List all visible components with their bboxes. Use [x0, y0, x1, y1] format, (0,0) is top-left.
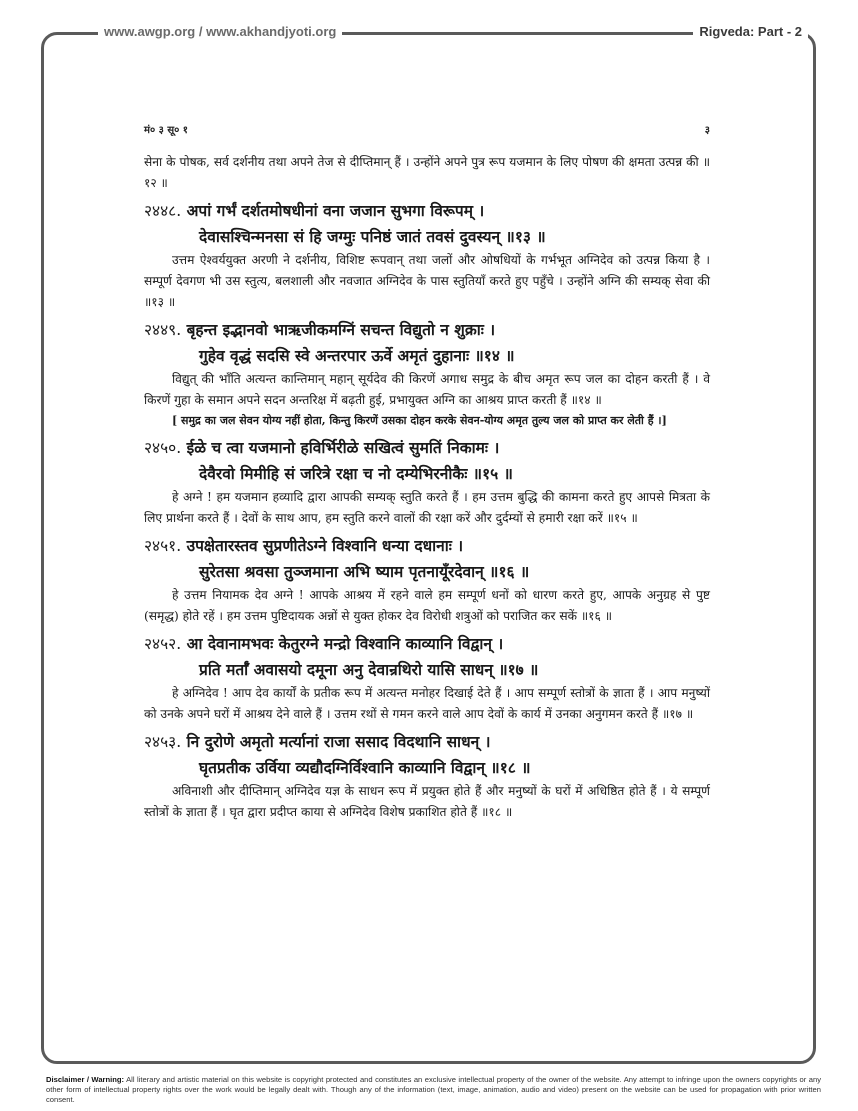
- verse-block: [144, 317, 710, 431]
- commentary-note: [ समुद्र का जल सेवन योग्य नहीं होता, किन्तु किरणें उसका दोहन करके सेवन-योग्य अमृत तुल्य जल को प्राप्त कर लेती हैं ।]: [172, 414, 667, 427]
- translation: हे अग्निदेव ! आप देव कार्यों के प्रतीक रूप में अत्यन्त मनोहर दिखाई देते हैं । आप सम्पूर्ण स्तोत्रों के ज्ञाता हैं । आप मनुष्यों को उनके अपने घरों में आश्रय देने वाले हैं । उत्तम रथों से गमन करने वाले आप देवों के कार्य में उनका अनुगमन करते हैं ॥१७ ॥: [144, 686, 710, 721]
- mantra-line-2: देवैरवो मिमीहि सं जरित्रे रक्षा च नो दम्येभिरनीकैः ॥१५ ॥: [199, 465, 513, 483]
- translation: हे उत्तम नियामक देव अग्ने ! आपके आश्रय में रहने वाले हम सम्पूर्ण धनों को धारण करते हुए, आपके अनुग्रह से पुष्ट (समृद्ध) होते रहें । हम उत्तम पुष्टिदायक अन्नों से युक्त होकर देव विरोधी शत्रुओं को पराजित कर सकें ॥१६ ॥: [144, 588, 710, 623]
- mantra-text: ईळे च त्वा यजमानो हविर्भिरीळे सखित्वं सुमतिं निकामः ।: [186, 439, 500, 457]
- translation: उत्तम ऐश्वर्ययुक्त अरणी ने दर्शनीय, विशिष्ट रूपवान् तथा जलों और ओषधियों के गर्भभूत अग्निदेव को उत्पन्न किया है । सम्पूर्ण देवगण भी उस स्तुत्य, बलशाली और नवजात अग्निदेव के पास स्तुतियाँ करते हुए पहुँचे । उन्होंने अग्नि की सम्यक् सेवा की ॥१३ ॥: [144, 253, 710, 309]
- mantra-line-2: देवासश्चिन्मनसा सं हि जग्मुः पनिष्ठं जातं तवसं दुवस्यन् ॥१३ ॥: [199, 228, 546, 246]
- verse-number: २४५१.: [144, 537, 182, 555]
- mantra-text: आ देवानामभवः केतुरग्ने मन्द्रो विश्वानि काव्यानि विद्वान् ।: [186, 635, 504, 653]
- site-url-header: www.awgp.org / www.akhandjyoti.org: [98, 23, 342, 41]
- translation: विद्युत् की भाँति अत्यन्त कान्तिमान् महान् सूर्यदेव की किरणें अगाध समुद्र के बीच अमृत रूप जल का दोहन करती हैं । वे किरणें गुहा के समान अपने सदन अन्तरिक्ष में बढ़ती हुई, प्रभायुक्त अग्नि का आश्रय प्राप्त करती हैं ॥१४ ॥: [144, 372, 710, 407]
- mantra-text: बृहन्त इद्भानवो भाऋजीकमग्निं सचन्त विद्युतो न शुक्राः ।: [186, 321, 496, 339]
- disclaimer-label: Disclaimer / Warning:: [46, 1075, 125, 1084]
- page-meta-row: [144, 122, 710, 152]
- disclaimer-text: All literary and artistic material on this website is copyright protected and constitutes an exclusive intellectual property of the owner of the website. Any attempt to infringe upon the owners copyrights or any other form of intellectual property rights over the work would be legally dealt with. Though any of the information (text, image, animation, audio and video) present on the website can be used for propagation with prior written consent.: [46, 1075, 821, 1104]
- mantra: [144, 631, 710, 683]
- verse-block: [144, 631, 710, 725]
- mantra-line-2: गुहेव वृद्धं सदसि स्वे अन्तरपार ऊर्वे अमृतं दुहानाः ॥१४ ॥: [199, 347, 515, 365]
- book-title-header: Rigveda: Part - 2: [693, 23, 808, 41]
- mantra: [144, 435, 710, 487]
- translation: हे अग्ने ! हम यजमान हव्यादि द्वारा आपकी सम्यक् स्तुति करते हैं । हम उत्तम बुद्धि की कामना करते हुए आपसे मित्रता के लिए प्रार्थना करते हैं । देवों के साथ आप, हम स्तुति करने वालों की रक्षा करें और दुर्दम्यों से हमारी रक्षा करें ॥१५ ॥: [144, 490, 710, 525]
- mantra-line-1: [144, 435, 710, 461]
- disclaimer: [46, 1075, 821, 1105]
- mantra-line-1: [144, 317, 710, 343]
- verse-block: [144, 729, 710, 823]
- mandala-sukta-reference: मं० ३ सू० १: [144, 125, 188, 136]
- mantra-line-2: प्रति मर्ताँ अवासयो दमूना अनु देवान्रथिरो यासि साधन् ॥१७ ॥: [199, 661, 539, 679]
- verse-block: [144, 198, 710, 313]
- page-content: [144, 122, 710, 823]
- verse-block: [144, 533, 710, 627]
- mantra-line-2: सुरेतसा श्रवसा तुञ्जमाना अभि ष्याम पृतनायूँरदेवान् ॥१६ ॥: [199, 563, 530, 581]
- mantra-text: नि दुरोणे अमृतो मर्त्यानां राजा ससाद विदथानि साधन् ।: [186, 733, 491, 751]
- page-number: ३: [704, 125, 710, 136]
- mantra-line-2: घृतप्रतीक उर्विया व्यद्यौदग्निर्विश्वानि काव्यानि विद्वान् ॥१८ ॥: [199, 759, 531, 777]
- mantra-line-1: [144, 533, 710, 559]
- verse-number: २४५२.: [144, 635, 182, 653]
- mantra: [144, 533, 710, 585]
- mantra-line-1: [144, 631, 710, 657]
- intro-paragraph: सेना के पोषक, सर्व दर्शनीय तथा अपने तेज से दीप्तिमान् हैं । उन्होंने अपने पुत्र रूप यजमान के लिए पोषण की क्षमता उत्पन्न की ॥१२ ॥: [144, 155, 710, 190]
- verse-number: २४५०.: [144, 439, 182, 457]
- verse-number: २४४९.: [144, 321, 182, 339]
- mantra-text: उपक्षेतारस्तव सुप्रणीतेऽग्ने विश्वानि धन्या दधानाः ।: [186, 537, 464, 555]
- verse-number: २४५३.: [144, 733, 182, 751]
- translation: अविनाशी और दीप्तिमान् अग्निदेव यज्ञ के साधन रूप में प्रयुक्त होते हैं और मनुष्यों के घरों में अधिष्ठित होते हैं । ये सम्पूर्ण स्तोत्रों के ज्ञाता हैं । घृत द्वारा प्रदीप्त काया से अग्निदेव विशेष प्रकाशित होते हैं ॥१८ ॥: [144, 784, 710, 819]
- mantra-text: अपां गर्भं दर्शतमोषधीनां वना जजान सुभगा विरूपम् ।: [186, 202, 485, 220]
- verse-number: २४४८.: [144, 202, 182, 220]
- mantra: [144, 729, 710, 781]
- verse-list: [144, 198, 710, 823]
- mantra: [144, 317, 710, 369]
- mantra-line-1: [144, 198, 710, 224]
- verse-block: [144, 435, 710, 529]
- mantra-line-1: [144, 729, 710, 755]
- mantra: [144, 198, 710, 250]
